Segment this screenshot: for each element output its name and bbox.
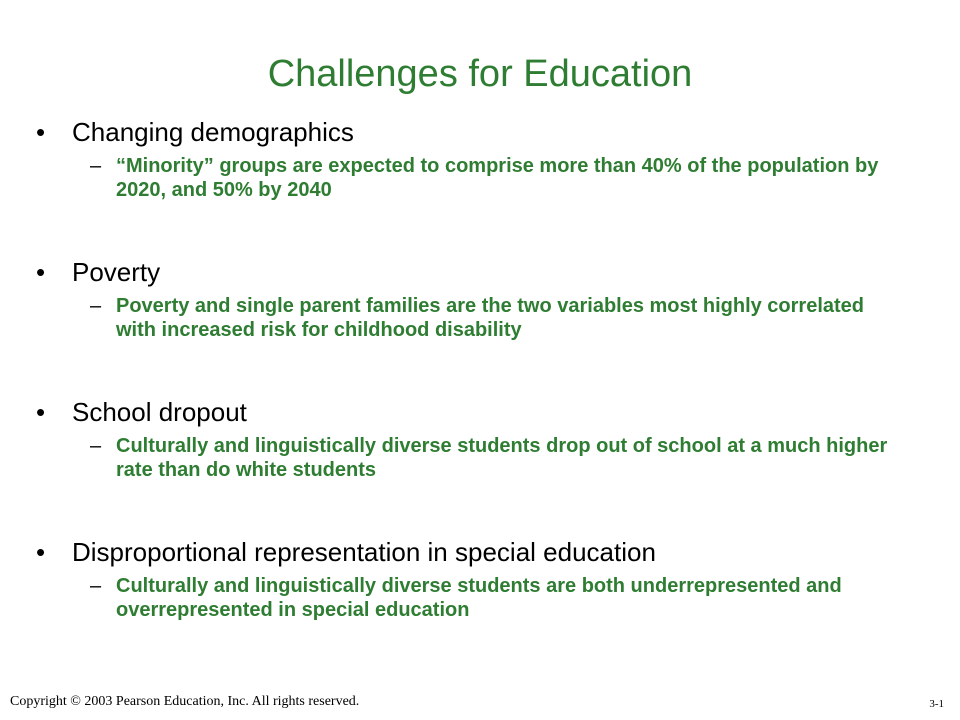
bullet-heading: School dropout bbox=[72, 397, 247, 427]
dash-icon: – bbox=[90, 435, 102, 457]
dash-icon: – bbox=[90, 295, 102, 317]
bullet-section-poverty bbox=[36, 256, 936, 396]
dash-icon: – bbox=[90, 575, 102, 597]
bullet-detail: Culturally and linguistically diverse students are both underrepresented and overrepresented in special education bbox=[116, 575, 842, 621]
bullet-icon: • bbox=[36, 397, 46, 427]
bullet-detail: Culturally and linguistically diverse students drop out of school at a much higher rate than do white students bbox=[116, 435, 888, 481]
slide-number: 3-1 bbox=[929, 698, 944, 710]
bullet-heading: Poverty bbox=[72, 257, 161, 287]
bullet-list bbox=[36, 116, 936, 676]
copyright-notice: Copyright © 2003 Pearson Education, Inc. All rights reserved. bbox=[10, 694, 360, 709]
bullet-section-representation bbox=[36, 536, 936, 676]
bullet-heading: Disproportional representation in special education bbox=[72, 537, 656, 567]
bullet-section-dropout bbox=[36, 396, 936, 536]
bullet-detail: Poverty and single parent families are the two variables most highly correlated with increased risk for childhood disability bbox=[116, 295, 865, 341]
bullet-detail: “Minority” groups are expected to comprise more than 40% of the population by 2020, and 50% by 2040 bbox=[116, 155, 879, 201]
bullet-icon: • bbox=[36, 257, 46, 287]
bullet-section-demographics bbox=[36, 116, 936, 256]
dash-icon: – bbox=[90, 155, 102, 177]
bullet-icon: • bbox=[36, 117, 46, 147]
bullet-icon: • bbox=[36, 537, 46, 567]
bullet-heading: Changing demographics bbox=[72, 117, 354, 147]
slide-title: Challenges for Education bbox=[267, 53, 693, 95]
